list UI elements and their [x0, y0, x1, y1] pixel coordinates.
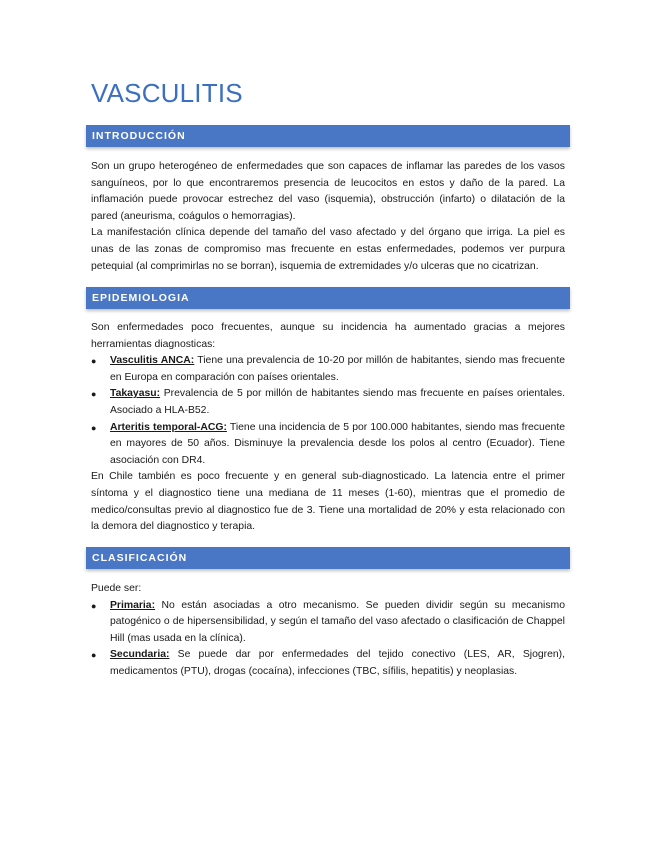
section-body-epidemiologia [91, 320, 565, 536]
epidemiologia-intro: Son enfermedades poco frecuentes, aunque su incidencia ha aumentado gracias a mejores herramientas diagnosticas: [91, 322, 565, 350]
list-item-text: Tiene una prevalencia de 10-20 por millón de habitantes, siendo mas frecuente en Europa en comparación con países orientales. [110, 355, 565, 383]
list-item-term: Primaria: [110, 599, 156, 611]
bullet-icon: ● [91, 356, 97, 367]
list-item [91, 647, 565, 680]
list-item-term: Vasculitis ANCA: [110, 355, 195, 367]
list-item-text: Se puede dar por enfermedades del tejido conectivo (LES, AR, Sjogren), medicamentos (PTU), drogas (cocaína), infecciones (TBC, sífilis, hepatitis) y neoplasias. [110, 649, 565, 677]
intro-paragraph-1: Son un grupo heterogéneo de enfermedades que son capaces de inflamar las paredes de los vasos sanguíneos, por lo que encontraremos presencia de leucocitos en estos y daño de la pared. La inflamación puede provocar estrechez del vaso (isquemia), obstrucción (infarto) o dilatación de la pared (aneurisma, coágulos o hemorragias). [91, 161, 565, 222]
list-item [91, 598, 565, 648]
section-heading-introduccion: INTRODUCCIÓN [86, 125, 570, 147]
section-body-clasificacion [91, 581, 565, 681]
list-item [91, 420, 565, 470]
epidemiologia-list [91, 353, 565, 469]
section-body-introduccion [91, 159, 565, 275]
bullet-icon: ● [91, 600, 97, 611]
list-item-term: Takayasu: [110, 388, 161, 400]
list-item [91, 353, 565, 386]
section-heading-clasificacion: CLASIFICACIÓN [86, 547, 570, 569]
intro-paragraph-2: La manifestación clínica depende del tamaño del vaso afectado y del órgano que irriga. La piel es unas de las zonas de compromiso mas frecuente en estas enfermedades, podemos ver purpura petequial (al comprimirlas no se borran), isquemia de extremidades y/o ulceras que no cicatrizan. [91, 227, 565, 272]
list-item-term: Arteritis temporal-ACG: [110, 421, 227, 433]
bullet-icon: ● [91, 650, 97, 661]
section-heading-epidemiologia: EPIDEMIOLOGIA [86, 287, 570, 309]
list-item-term: Secundaria: [110, 649, 170, 661]
list-item-text: Prevalencia de 5 por millón de habitantes siendo mas frecuente en países orientales. Asociado a HLA-B52. [110, 388, 565, 416]
list-item-text: No están asociadas a otro mecanismo. Se pueden dividir según su mecanismo patogénico o de hipersensibilidad, y según el tamaño del vaso afectado o clasificación de Chappel Hill (mas usada en la clínica). [110, 599, 565, 644]
clasificacion-intro: Puede ser: [91, 583, 142, 594]
list-item-text: Tiene una incidencia de 5 por 100.000 habitantes, siendo mas frecuente en mayores de 50 años. Disminuye la prevalencia desde los polos al centro (Ecuador). Tiene asociación con DR4. [110, 421, 565, 466]
clasificacion-list [91, 598, 565, 681]
page-title: VASCULITIS [91, 78, 243, 108]
list-item [91, 386, 565, 419]
bullet-icon: ● [91, 389, 97, 400]
epidemiologia-closing: En Chile también es poco frecuente y en general sub-diagnosticado. La latencia entre el primer síntoma y el diagnostico tiene una mediana de 11 meses (1-60), mientras que el promedio de medico/consultas previo al diagnostico fue de 3. Tiene una mortalidad de 20% y esta relacionado con la demora del diagnostico y terapia. [91, 471, 565, 533]
bullet-icon: ● [91, 422, 97, 433]
